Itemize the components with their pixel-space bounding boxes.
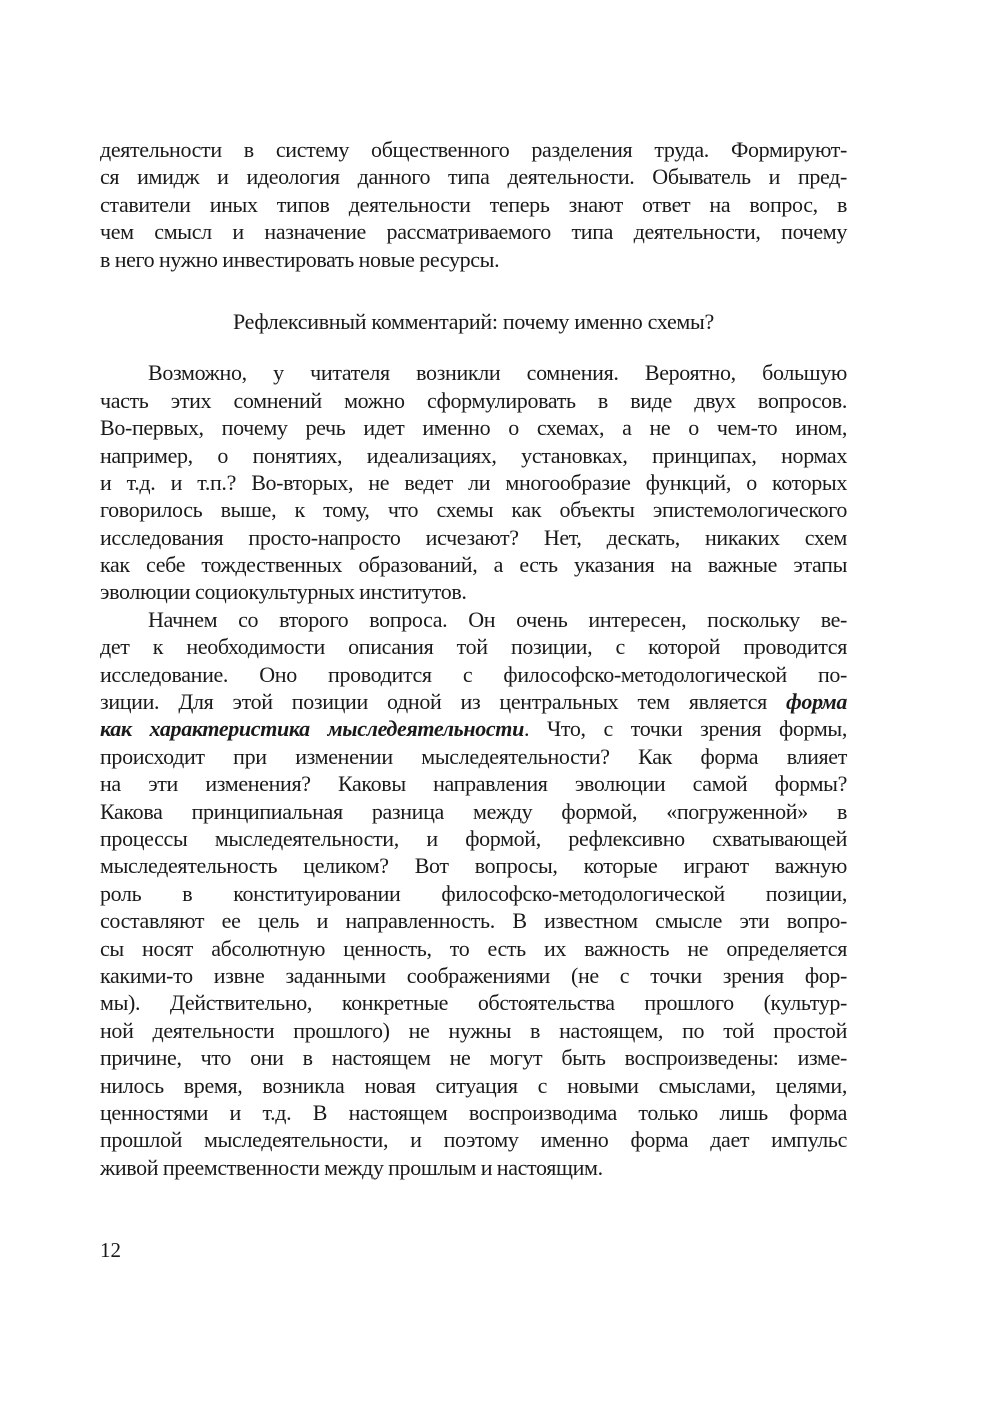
text-line: нилось время, возникла новая ситуация с новыми смыслами, целями, <box>100 1072 847 1098</box>
emphasized-term: форма <box>786 689 847 715</box>
text-line: процессы мыследеятельности, и формой, рефлексивно схватывающей <box>100 826 847 851</box>
text-line: исследования просто-напросто исчезают? Нет, дескать, никаких схем <box>100 524 847 550</box>
text-line <box>100 688 847 715</box>
intro-paragraph <box>100 136 847 273</box>
text-line: ценностями и т.д. В настоящем воспроизводима только лишь форма <box>100 1099 847 1125</box>
text-line: Во-первых, почему речь идет именно о схемах, а не о чем-то ином, <box>100 415 847 441</box>
text-line: живой преемственности между прошлым и настоящим. <box>100 1154 603 1180</box>
text-line: деятельности в систему общественного разделения труда. Формируют- <box>100 137 847 162</box>
page-body <box>100 136 847 1181</box>
text-line: чем смысл и назначение рассматриваемого типа деятельности, почему <box>100 219 847 245</box>
text-line: происходит при изменении мыследеятельности? Как форма влияет <box>100 743 847 769</box>
text-line: на эти изменения? Каковы направления эволюции самой формы? <box>100 771 847 797</box>
text-line: ной деятельности прошлого) не нужны в настоящем, по той простой <box>100 1017 847 1043</box>
text-line: прошлой мыследеятельности, и поэтому именно форма дает импульс <box>100 1127 847 1153</box>
text-line: мы). Действительно, конкретные обстоятельства прошлого (культур- <box>100 990 847 1016</box>
section-heading: Рефлексивный комментарий: почему именно схемы? <box>233 308 714 334</box>
text-line: ся имидж и идеология данного типа деятельности. Обыватель и пред- <box>100 164 847 190</box>
text-line: в него нужно инвестировать новые ресурсы. <box>100 246 500 272</box>
paragraph-1 <box>100 359 847 606</box>
text-line: дет к необходимости описания той позиции, с которой проводится <box>100 634 847 660</box>
text-line: часть этих сомнений можно сформулировать в виде двух вопросов. <box>100 387 847 413</box>
text-fragment: . Что, с точки зрения формы, <box>523 716 847 742</box>
page-number: 12 <box>100 1238 121 1262</box>
text-line: роль в конституировании философско-методологической позиции, <box>100 880 847 906</box>
paragraph-2 <box>100 606 847 1181</box>
text-line: причине, что они в настоящем не могут быть воспроизведены: изме- <box>100 1045 847 1071</box>
text-line: исследование. Оно проводится с философско-методологической по- <box>100 661 847 687</box>
text-line: составляют ее цель и направленность. В известном смысле эти вопро- <box>100 908 847 934</box>
text-line: ставители иных типов деятельности теперь знают ответ на вопрос, в <box>100 191 847 217</box>
text-line: и т.д. и т.п.? Во-вторых, не ведет ли многообразие функций, о которых <box>100 469 847 495</box>
text-line: Возможно, у читателя возникли сомнения. Вероятно, большую <box>148 360 847 386</box>
text-line: Какова принципиальная разница между формой, «погруженной» в <box>100 798 847 824</box>
text-line: какими-то извне заданными соображениями (не с точки зрения фор- <box>100 962 847 988</box>
text-line <box>100 715 847 742</box>
text-line: говорилось выше, к тому, что схемы как объекты эпистемологического <box>100 497 847 523</box>
text-line: мыследеятельность целиком? Вот вопросы, которые играют важную <box>100 853 847 879</box>
text-line: сы носят абсолютную ценность, то есть их важность не определяется <box>100 935 847 961</box>
text-line: эволюции социокультурных институтов. <box>100 579 467 605</box>
text-line: например, о понятиях, идеализациях, установках, принципах, нормах <box>100 442 847 468</box>
emphasized-term: как характеристика мыследеятельности <box>100 716 524 742</box>
text-fragment: зиции. Для этой позиции одной из центральных тем является <box>100 689 787 715</box>
text-line: Начнем со второго вопроса. Он очень интересен, поскольку ве- <box>148 606 847 632</box>
text-line: как себе тождественных образований, а есть указания на важные этапы <box>100 552 847 578</box>
